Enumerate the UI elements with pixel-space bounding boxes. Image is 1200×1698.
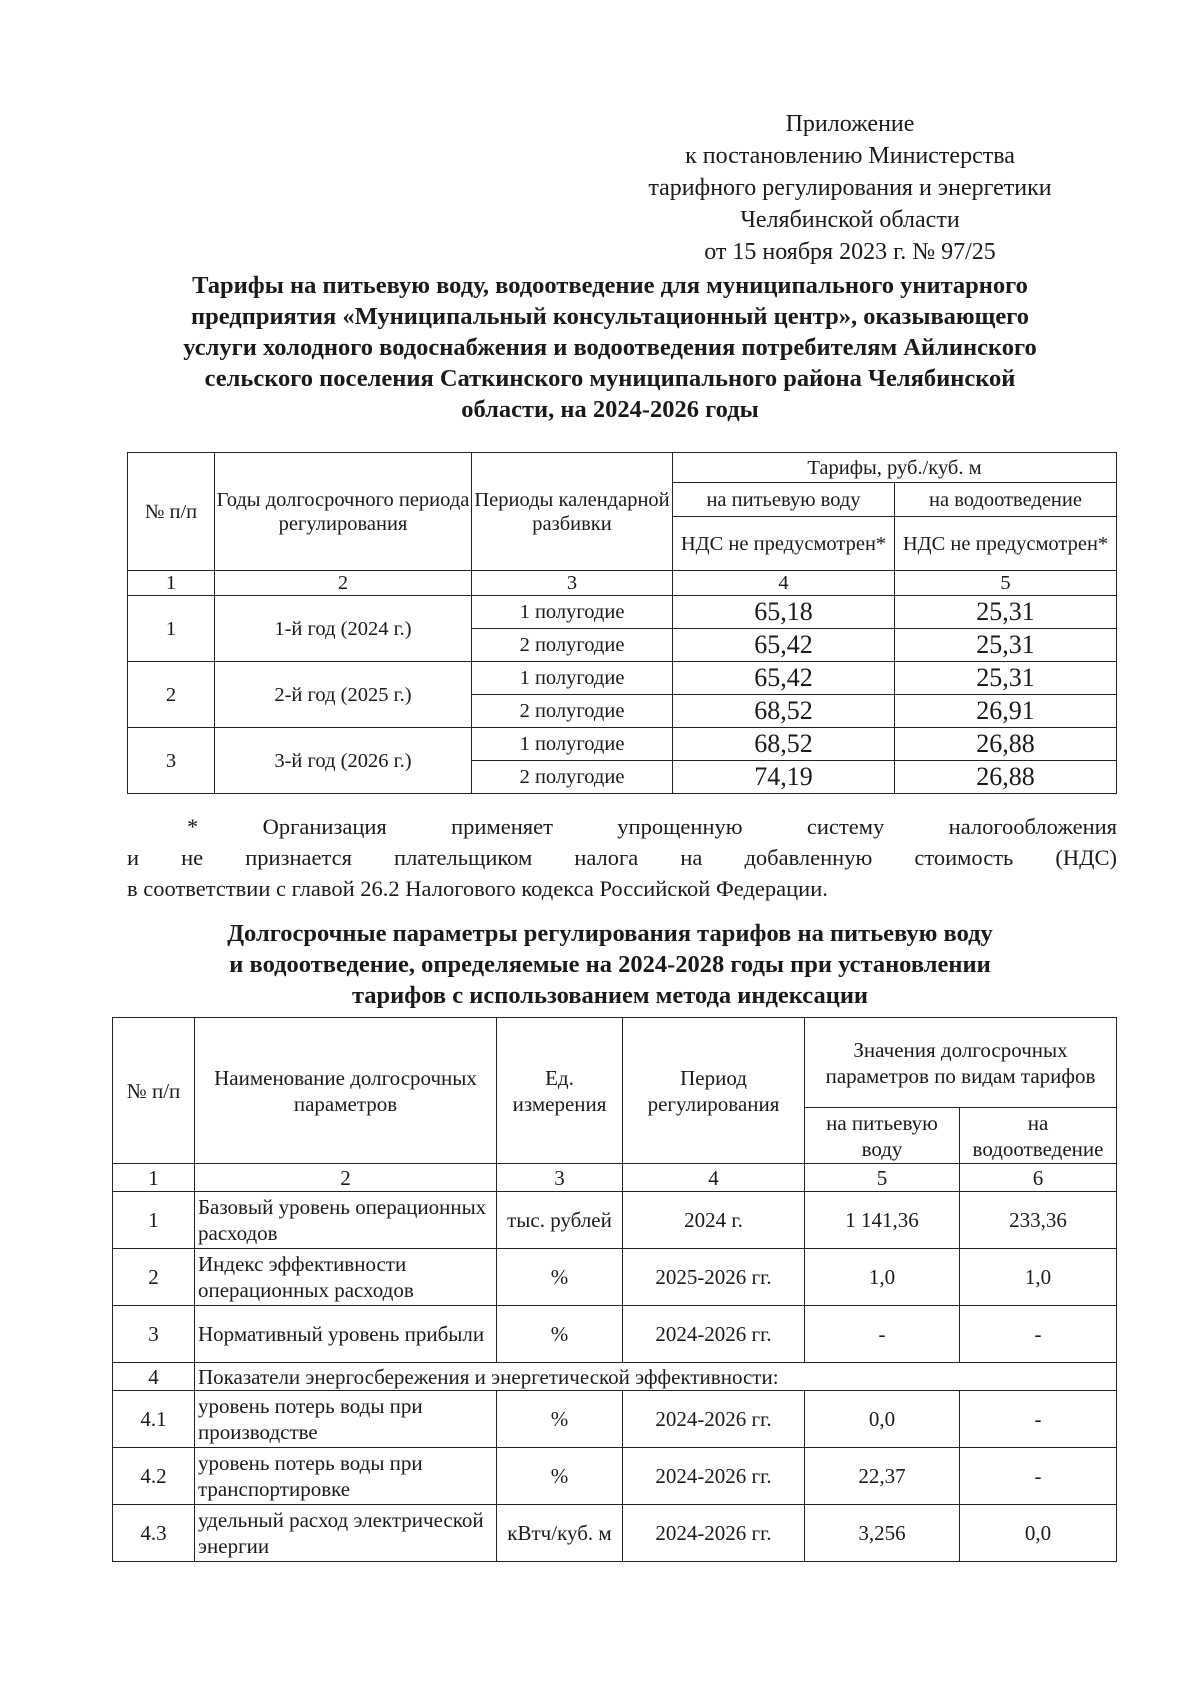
header-sewage: на водоотведение — [895, 483, 1117, 517]
title-line: услуги холодного водоснабжения и водоотведения потребителям Айлинского — [183, 334, 1037, 361]
footnote-line: в соответствии с главой 26.2 Налогового кодекса Российской Федерации. — [127, 876, 828, 901]
title-line: области, на 2024-2026 годы — [461, 396, 759, 423]
row-period: 1 полугодие — [472, 596, 673, 629]
water-value: - — [805, 1306, 960, 1363]
column-number: 4 — [623, 1164, 805, 1192]
sewage-tariff: 26,91 — [895, 695, 1117, 728]
water-value: 3,256 — [805, 1505, 960, 1562]
column-number: 3 — [472, 571, 673, 596]
water-tariff: 65,42 — [673, 662, 895, 695]
header-tariffs: Тарифы, руб./куб. м — [673, 453, 1117, 483]
tariffs-title — [110, 270, 1110, 425]
row-num: 3 — [128, 728, 215, 794]
param-unit: % — [497, 1249, 623, 1306]
header-num: № п/п — [113, 1018, 195, 1164]
row-num: 2 — [113, 1249, 195, 1306]
column-number: 2 — [215, 571, 472, 596]
section-title: Показатели энергосбережения и энергетической эффективности: — [195, 1363, 1117, 1391]
row-year: 2-й год (2025 г.) — [215, 662, 472, 728]
footnote-line: * Организация применяет упрощенную систему налогообложения — [187, 814, 1117, 839]
column-number: 5 — [895, 571, 1117, 596]
water-tariff: 65,18 — [673, 596, 895, 629]
sewage-value: - — [960, 1448, 1117, 1505]
row-period: 2 полугодие — [472, 761, 673, 794]
appendix-header — [600, 108, 1100, 268]
title-line: и водоотведение, определяемые на 2024-2028 годы при установлении — [229, 951, 991, 978]
row-period: 1 полугодие — [472, 662, 673, 695]
table-row — [113, 1363, 1117, 1391]
column-number: 3 — [497, 1164, 623, 1192]
param-name: Базовый уровень операционных расходов — [195, 1192, 497, 1249]
param-unit: % — [497, 1448, 623, 1505]
row-year: 1-й год (2024 г.) — [215, 596, 472, 662]
water-value: 1,0 — [805, 1249, 960, 1306]
table-row — [128, 662, 1117, 695]
row-num: 1 — [128, 596, 215, 662]
footnote-line: и не признается плательщиком налога на добавленную стоимость (НДС) — [127, 845, 1117, 870]
appendix-line: Приложение — [785, 111, 915, 137]
sewage-tariff: 25,31 — [895, 596, 1117, 629]
sewage-tariff: 25,31 — [895, 629, 1117, 662]
header-years: Годы долгосрочного периода регулирования — [215, 453, 472, 571]
param-period: 2024-2026 гг. — [623, 1306, 805, 1363]
row-num: 1 — [113, 1192, 195, 1249]
row-period: 2 полугодие — [472, 695, 673, 728]
param-unit: % — [497, 1391, 623, 1448]
appendix-line: Челябинской области — [740, 207, 960, 233]
water-tariff: 68,52 — [673, 695, 895, 728]
header-sewage: на водоотведение — [960, 1108, 1117, 1164]
row-num: 4 — [113, 1363, 195, 1391]
table-row — [128, 596, 1117, 629]
sewage-tariff: 26,88 — [895, 728, 1117, 761]
tariff-table — [127, 452, 1117, 794]
param-unit: тыс. рублей — [497, 1192, 623, 1249]
title-line: Тарифы на питьевую воду, водоотведение для муниципального унитарного — [192, 272, 1028, 299]
column-number: 6 — [960, 1164, 1117, 1192]
param-period: 2024-2026 гг. — [623, 1505, 805, 1562]
sewage-tariff: 26,88 — [895, 761, 1117, 794]
row-num: 3 — [113, 1306, 195, 1363]
param-name: уровень потерь воды при производстве — [195, 1391, 497, 1448]
sewage-value: - — [960, 1306, 1117, 1363]
water-value: 0,0 — [805, 1391, 960, 1448]
header-values: Значения долгосрочных параметров по видам тарифов — [805, 1018, 1117, 1108]
params-table — [112, 1017, 1117, 1562]
sewage-value: 233,36 — [960, 1192, 1117, 1249]
header-water: на питьевую воду — [805, 1108, 960, 1164]
header-vat-sewage: НДС не предусмотрен* — [895, 517, 1117, 571]
sewage-value: 0,0 — [960, 1505, 1117, 1562]
column-number: 1 — [113, 1164, 195, 1192]
row-period: 1 полугодие — [472, 728, 673, 761]
param-period: 2024-2026 гг. — [623, 1448, 805, 1505]
table-row — [128, 728, 1117, 761]
water-tariff: 68,52 — [673, 728, 895, 761]
row-num: 4.3 — [113, 1505, 195, 1562]
table-row — [113, 1192, 1117, 1249]
column-number: 4 — [673, 571, 895, 596]
table-row — [113, 1306, 1117, 1363]
column-number: 5 — [805, 1164, 960, 1192]
param-name: уровень потерь воды при транспортировке — [195, 1448, 497, 1505]
header-vat-water: НДС не предусмотрен* — [673, 517, 895, 571]
params-title — [110, 918, 1110, 1011]
water-value: 22,37 — [805, 1448, 960, 1505]
param-name: удельный расход электрической энергии — [195, 1505, 497, 1562]
header-unit: Ед. измерения — [497, 1018, 623, 1164]
table-row — [113, 1505, 1117, 1562]
column-number: 1 — [128, 571, 215, 596]
table-row — [113, 1391, 1117, 1448]
row-year: 3-й год (2026 г.) — [215, 728, 472, 794]
param-period: 2025-2026 гг. — [623, 1249, 805, 1306]
header-num: № п/п — [128, 453, 215, 571]
sewage-value: 1,0 — [960, 1249, 1117, 1306]
row-num: 4.2 — [113, 1448, 195, 1505]
row-num: 2 — [128, 662, 215, 728]
title-line: Долгосрочные параметры регулирования тарифов на питьевую воду — [227, 920, 993, 947]
water-tariff: 65,42 — [673, 629, 895, 662]
water-value: 1 141,36 — [805, 1192, 960, 1249]
sewage-tariff: 25,31 — [895, 662, 1117, 695]
title-line: тарифов с использованием метода индексации — [351, 982, 869, 1009]
param-unit: кВтч/куб. м — [497, 1505, 623, 1562]
appendix-line: к постановлению Министерства — [685, 143, 1015, 169]
table-row — [113, 1448, 1117, 1505]
param-name: Индекс эффективности операционных расходов — [195, 1249, 497, 1306]
header-period: Период регулирования — [623, 1018, 805, 1164]
title-line: сельского поселения Саткинского муниципального района Челябинской — [204, 365, 1016, 392]
header-periods: Периоды календарной разбивки — [472, 453, 673, 571]
header-name: Наименование долгосрочных параметров — [195, 1018, 497, 1164]
param-name: Нормативный уровень прибыли — [195, 1306, 497, 1363]
column-number: 2 — [195, 1164, 497, 1192]
param-period: 2024 г. — [623, 1192, 805, 1249]
row-num: 4.1 — [113, 1391, 195, 1448]
header-water: на питьевую воду — [673, 483, 895, 517]
param-period: 2024-2026 гг. — [623, 1391, 805, 1448]
table-row — [113, 1249, 1117, 1306]
title-line: предприятия «Муниципальный консультационный центр», оказывающего — [191, 303, 1029, 330]
sewage-value: - — [960, 1391, 1117, 1448]
param-unit: % — [497, 1306, 623, 1363]
appendix-line: от 15 ноября 2023 г. № 97/25 — [704, 239, 996, 265]
row-period: 2 полугодие — [472, 629, 673, 662]
water-tariff: 74,19 — [673, 761, 895, 794]
appendix-line: тарифного регулирования и энергетики — [648, 175, 1052, 201]
